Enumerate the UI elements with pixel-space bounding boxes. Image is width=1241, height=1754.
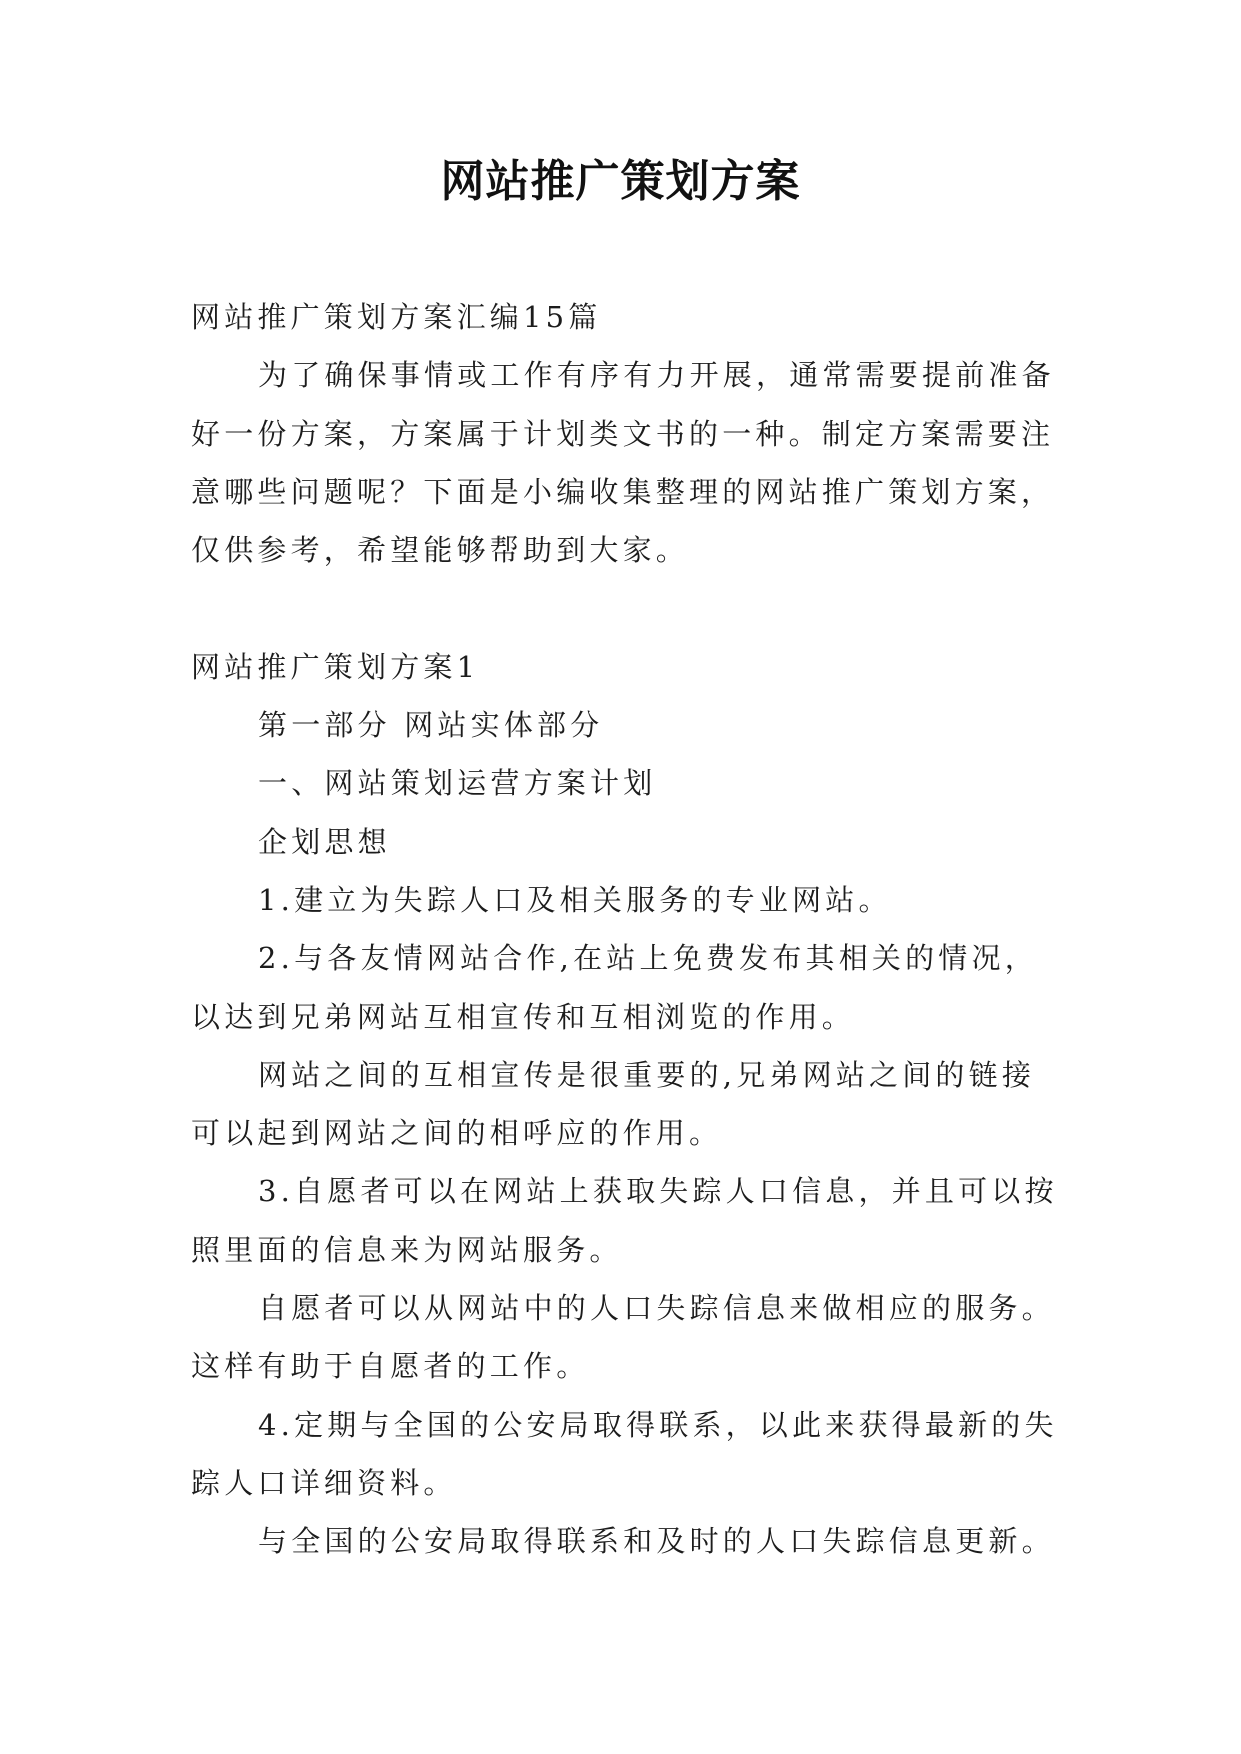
section-spacer bbox=[191, 579, 1051, 637]
intro-paragraph-line: 仅供参考，希望能够帮助到大家。 bbox=[191, 533, 690, 568]
document-body bbox=[191, 288, 1058, 1571]
body-paragraph-line: 自愿者可以从网站中的人口失踪信息来做相应的服务。 bbox=[258, 1291, 1055, 1326]
body-paragraph-line: 1.建立为失踪人口及相关服务的专业网站。 bbox=[258, 882, 892, 917]
collection-heading: 网站推广策划方案汇编15篇 bbox=[191, 300, 602, 334]
intro-paragraph-line: 好一份方案，方案属于计划类文书的一种。制定方案需要注 bbox=[191, 416, 1055, 451]
part-heading: 第一部分 网站实体部分 bbox=[258, 708, 604, 743]
subsection-heading: 一、网站策划运营方案计划 bbox=[258, 766, 657, 801]
subsection-label: 企划思想 bbox=[258, 824, 391, 859]
body-paragraph-line: 2.与各友情网站合作,在站上免费发布其相关的情况， bbox=[258, 941, 1038, 976]
document-title: 网站推广策划方案 bbox=[440, 156, 801, 207]
body-paragraph-line: 可以起到网站之间的相呼应的作用。 bbox=[191, 1116, 723, 1151]
body-paragraph-line: 踪人口详细资料。 bbox=[191, 1465, 457, 1500]
body-paragraph-line: 网站之间的互相宣传是很重要的,兄弟网站之间的链接 bbox=[258, 1057, 1036, 1092]
body-paragraph-line: 这样有助于自愿者的工作。 bbox=[191, 1349, 590, 1384]
body-paragraph-line: 4.定期与全国的公安局取得联系，以此来获得最新的失 bbox=[258, 1407, 1058, 1442]
body-paragraph-line: 3.自愿者可以在网站上获取失踪人口信息，并且可以按 bbox=[258, 1174, 1058, 1209]
body-paragraph-line: 与全国的公安局取得联系和及时的人口失踪信息更新。 bbox=[258, 1524, 1055, 1559]
intro-paragraph-line: 意哪些问题呢？下面是小编收集整理的网站推广策划方案， bbox=[191, 474, 1055, 509]
intro-paragraph-line: 为了确保事情或工作有序有力开展，通常需要提前准备 bbox=[258, 358, 1055, 393]
body-paragraph-line: 照里面的信息来为网站服务。 bbox=[191, 1232, 623, 1267]
section-heading: 网站推广策划方案1 bbox=[191, 649, 480, 684]
body-paragraph-line: 以达到兄弟网站互相宣传和互相浏览的作用。 bbox=[191, 999, 856, 1034]
